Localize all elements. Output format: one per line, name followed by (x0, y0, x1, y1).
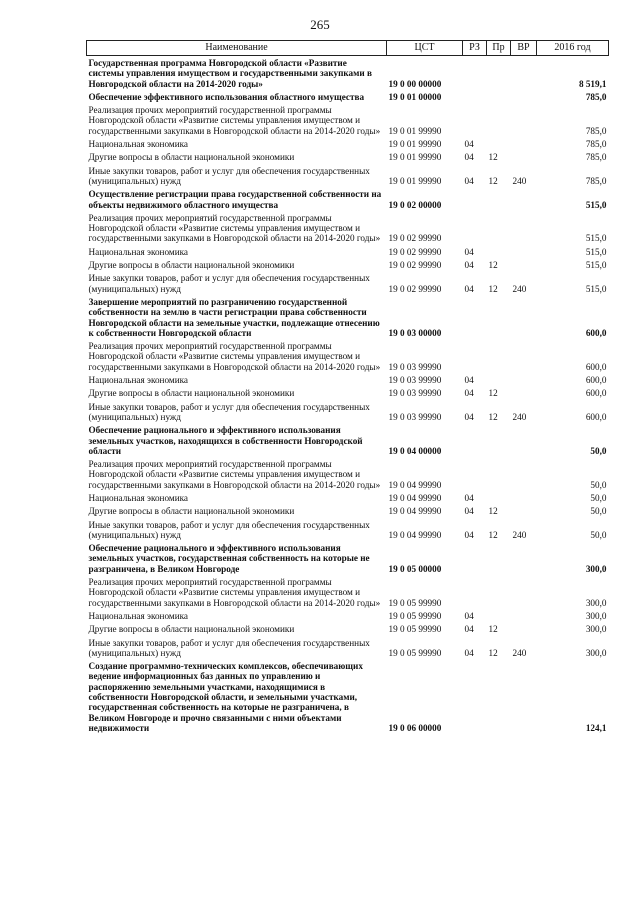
name-cell: Национальная экономика (88, 610, 189, 621)
name-cell: Реализация прочих мероприятий государственной программы Новгородской области «Развитие системы управления имуществом и государственными закупками в Новгородской области на 2014-2020 годы» (88, 577, 381, 608)
pr-cell (487, 245, 511, 258)
name-cell: Завершение мероприятий по разграничению государственной собственности на землю в части регистрации права собственности Новгородской области на земельные участки, подлежащие отнесению к собственности Новгородской области (88, 296, 380, 338)
name-cell: Национальная экономика (88, 375, 189, 386)
amount-cell: 600,0 (585, 327, 607, 338)
cst-cell: 19 0 05 00000 (388, 563, 442, 574)
cst-cell: 19 0 02 00000 (388, 199, 442, 210)
pr-cell: 12 (488, 624, 498, 635)
vr-cell (511, 373, 537, 386)
name-cell: Другие вопросы в области национальной экономики (88, 506, 295, 517)
amount-cell: 515,0 (585, 260, 607, 271)
table-row (87, 609, 609, 622)
cst-cell: 19 0 02 99990 (388, 260, 442, 271)
pr-cell (487, 541, 511, 575)
table-row (87, 295, 609, 339)
table-row (87, 164, 609, 188)
amount-cell: 600,0 (585, 388, 607, 399)
name-cell: Национальная экономика (88, 492, 189, 503)
table-row (87, 622, 609, 635)
amount-cell: 515,0 (585, 246, 607, 257)
cst-cell: 19 0 04 99990 (388, 492, 442, 503)
rz-cell: 04 (464, 175, 474, 186)
vr-cell (511, 622, 537, 635)
header-name: Наименование (87, 41, 387, 56)
amount-cell: 785,0 (585, 139, 607, 150)
vr-cell (511, 423, 537, 457)
name-cell: Другие вопросы в области национальной экономики (88, 152, 295, 163)
pr-cell (487, 339, 511, 373)
vr-cell: 240 (512, 175, 527, 186)
vr-cell (511, 137, 537, 150)
amount-cell: 515,0 (585, 233, 607, 244)
table-row (87, 575, 609, 609)
pr-cell (487, 187, 511, 211)
amount-cell: 300,0 (585, 597, 607, 608)
amount-cell: 8 519,1 (578, 78, 607, 89)
table-row (87, 150, 609, 163)
vr-cell (511, 103, 537, 137)
cst-cell: 19 0 03 99990 (388, 375, 442, 386)
table-row (87, 400, 609, 424)
amount-cell: 300,0 (585, 647, 607, 658)
rz-cell: 04 (464, 647, 474, 658)
pr-cell (487, 103, 511, 137)
name-cell: Реализация прочих мероприятий государственной программы Новгородской области «Развитие системы управления имуществом и государственными закупками в Новгородской области на 2014-2020 годы» (88, 105, 381, 136)
pr-cell (487, 373, 511, 386)
page-number: 265 (310, 17, 330, 32)
amount-cell: 785,0 (585, 125, 607, 136)
amount-cell: 50,0 (590, 529, 607, 540)
vr-cell (511, 609, 537, 622)
table-row (87, 245, 609, 258)
rz-cell (463, 103, 487, 137)
rz-cell (463, 541, 487, 575)
rz-cell: 04 (464, 492, 474, 503)
cst-cell: 19 0 01 99990 (388, 139, 442, 150)
rz-cell (463, 211, 487, 245)
cst-cell: 19 0 04 00000 (388, 445, 442, 456)
amount-cell: 124,1 (585, 722, 607, 733)
table-row (87, 56, 609, 90)
amount-cell: 300,0 (585, 624, 607, 635)
cst-cell: 19 0 05 99990 (388, 647, 442, 658)
rz-cell: 04 (464, 506, 474, 517)
table-row (87, 659, 609, 734)
rz-cell: 04 (464, 260, 474, 271)
table-row (87, 636, 609, 660)
table-row (87, 423, 609, 457)
table-row (87, 518, 609, 542)
rz-cell: 04 (464, 529, 474, 540)
pr-cell: 12 (488, 529, 498, 540)
vr-cell (511, 258, 537, 271)
name-cell: Другие вопросы в области национальной экономики (88, 260, 295, 271)
name-cell: Реализация прочих мероприятий государственной программы Новгородской области «Развитие системы управления имуществом и государственными закупками в Новгородской области на 2014-2020 годы» (88, 212, 381, 244)
pr-cell (487, 90, 511, 103)
name-cell: Осуществление регистрации права государственной собственности на объекты недвижимого областного имущества (88, 189, 382, 210)
table-row (87, 103, 609, 137)
name-cell: Обеспечение эффективного использования областного имущества (88, 91, 365, 102)
vr-cell (511, 504, 537, 517)
pr-cell (487, 659, 511, 734)
header-pr: Пр (487, 41, 511, 56)
cst-cell: 19 0 04 99990 (388, 529, 442, 540)
amount-cell: 50,0 (590, 492, 607, 503)
name-cell: Национальная экономика (88, 246, 189, 257)
amount-cell: 600,0 (585, 375, 607, 386)
table-header-row (87, 41, 609, 56)
vr-cell (511, 150, 537, 163)
table-row (87, 491, 609, 504)
cst-cell: 19 0 05 99990 (388, 624, 442, 635)
cst-cell: 19 0 01 99990 (388, 175, 442, 186)
table-row (87, 258, 609, 271)
name-cell: Реализация прочих мероприятий государственной программы Новгородской области «Развитие системы управления имуществом и государственными закупками в Новгородской области на 2014-2020 годы» (88, 459, 381, 490)
pr-cell (487, 575, 511, 609)
rz-cell (463, 295, 487, 339)
rz-cell (463, 90, 487, 103)
rz-cell: 04 (464, 246, 474, 257)
rz-cell: 04 (464, 152, 474, 163)
rz-cell: 04 (464, 283, 474, 294)
vr-cell (511, 56, 537, 90)
table-row (87, 211, 609, 245)
vr-cell (511, 187, 537, 211)
rz-cell: 04 (464, 624, 474, 635)
table-row (87, 386, 609, 399)
cst-cell: 19 0 05 99990 (388, 597, 442, 608)
table-row (87, 271, 609, 295)
name-cell: Создание программно-технических комплексов, обеспечивающих ведение информационных баз данных по управлению и распоряжению земельными участками, находящимися в собственности Новгородской области, и земельными участками, государственная собственность на которые не разграничена, в Великом Новгороде и прочно связанными с ними объектами недвижимости (88, 661, 363, 733)
pr-cell (487, 56, 511, 90)
name-cell: Другие вопросы в области национальной экономики (88, 388, 295, 399)
pr-cell: 12 (488, 388, 498, 399)
table-row (87, 90, 609, 103)
vr-cell (511, 295, 537, 339)
vr-cell (511, 491, 537, 504)
table-row (87, 504, 609, 517)
cst-cell: 19 0 04 99990 (388, 479, 442, 490)
vr-cell (511, 245, 537, 258)
rz-cell (463, 457, 487, 491)
pr-cell (487, 491, 511, 504)
vr-cell (511, 339, 537, 373)
name-cell: Обеспечение рационального и эффективного использования земельных участков, находящихся в собственности Новгородской области (88, 425, 363, 456)
table-body (87, 56, 609, 735)
pr-cell (487, 423, 511, 457)
name-cell: Иные закупки товаров, работ и услуг для обеспечения государственных (муниципальных) нужд (88, 273, 370, 294)
pr-cell (487, 211, 511, 245)
pr-cell: 12 (488, 260, 498, 271)
name-cell: Иные закупки товаров, работ и услуг для обеспечения государственных (муниципальных) нужд (88, 165, 370, 186)
pr-cell (487, 137, 511, 150)
header-rz: РЗ (463, 41, 487, 56)
rz-cell: 04 (464, 411, 474, 422)
cst-cell: 19 0 06 00000 (388, 722, 442, 733)
vr-cell: 240 (512, 411, 527, 422)
vr-cell (511, 90, 537, 103)
name-cell: Иные закупки товаров, работ и услуг для обеспечения государственных (муниципальных) нужд (88, 401, 370, 422)
name-cell: Иные закупки товаров, работ и услуг для обеспечения государственных (муниципальных) нужд (88, 637, 370, 658)
rz-cell (463, 659, 487, 734)
amount-cell: 785,0 (585, 91, 607, 102)
amount-cell: 515,0 (585, 199, 607, 210)
name-cell: Обеспечение рационального и эффективного использования земельных участков, государственная собственность на которые не разграничена, в Великом Новгороде (88, 543, 370, 574)
cst-cell: 19 0 03 99990 (388, 411, 442, 422)
vr-cell (511, 659, 537, 734)
vr-cell: 240 (512, 647, 527, 658)
table-row (87, 339, 609, 373)
amount-cell: 300,0 (585, 563, 607, 574)
cst-cell: 19 0 00 00000 (388, 78, 442, 89)
cst-cell: 19 0 02 99990 (388, 246, 442, 257)
vr-cell (511, 386, 537, 399)
rz-cell (463, 575, 487, 609)
vr-cell (511, 575, 537, 609)
pr-cell: 12 (488, 283, 498, 294)
amount-cell: 600,0 (585, 411, 607, 422)
cst-cell: 19 0 01 00000 (388, 91, 442, 102)
header-vr: ВР (511, 41, 537, 56)
rz-cell: 04 (464, 610, 474, 621)
cst-cell: 19 0 03 00000 (388, 327, 442, 338)
vr-cell: 240 (512, 529, 527, 540)
rz-cell (463, 423, 487, 457)
pr-cell: 12 (488, 175, 498, 186)
cst-cell: 19 0 04 99990 (388, 506, 442, 517)
pr-cell: 12 (488, 647, 498, 658)
amount-cell: 600,0 (585, 361, 607, 372)
amount-cell: 515,0 (585, 283, 607, 294)
rz-cell: 04 (464, 375, 474, 386)
table-row (87, 457, 609, 491)
name-cell: Реализация прочих мероприятий государственной программы Новгородской области «Развитие системы управления имуществом и государственными закупками в Новгородской области на 2014-2020 годы» (88, 341, 381, 372)
table-row (87, 187, 609, 211)
pr-cell: 12 (488, 152, 498, 163)
rz-cell (463, 187, 487, 211)
header-year: 2016 год (537, 41, 609, 56)
pr-cell (487, 457, 511, 491)
name-cell: Иные закупки товаров, работ и услуг для обеспечения государственных (муниципальных) нужд (88, 519, 370, 540)
vr-cell (511, 211, 537, 245)
table-row (87, 373, 609, 386)
cst-cell: 19 0 03 99990 (388, 361, 442, 372)
rz-cell (463, 56, 487, 90)
amount-cell: 300,0 (585, 610, 607, 621)
pr-cell: 12 (488, 411, 498, 422)
header-cst: ЦСТ (387, 41, 463, 56)
cst-cell: 19 0 05 99990 (388, 610, 442, 621)
name-cell: Государственная программа Новгородской области «Развитие системы управления имуществом и государственными закупками в Новгородской области на 2014-2020 годы» (88, 58, 372, 89)
pr-cell (487, 609, 511, 622)
vr-cell (511, 541, 537, 575)
amount-cell: 785,0 (585, 152, 607, 163)
amount-cell: 50,0 (590, 479, 607, 490)
rz-cell: 04 (464, 388, 474, 399)
cst-cell: 19 0 01 99990 (388, 125, 442, 136)
name-cell: Национальная экономика (88, 139, 189, 150)
budget-table (86, 40, 609, 734)
cst-cell: 19 0 01 99990 (388, 152, 442, 163)
amount-cell: 50,0 (590, 445, 607, 456)
pr-cell (487, 295, 511, 339)
amount-cell: 785,0 (585, 175, 607, 186)
rz-cell (463, 339, 487, 373)
name-cell: Другие вопросы в области национальной экономики (88, 624, 295, 635)
amount-cell: 50,0 (590, 506, 607, 517)
cst-cell: 19 0 02 99990 (388, 283, 442, 294)
vr-cell (511, 457, 537, 491)
cst-cell: 19 0 02 99990 (388, 233, 442, 244)
vr-cell: 240 (512, 283, 527, 294)
cst-cell: 19 0 03 99990 (388, 388, 442, 399)
rz-cell: 04 (464, 139, 474, 150)
pr-cell: 12 (488, 506, 498, 517)
table-row (87, 137, 609, 150)
table-row (87, 541, 609, 575)
